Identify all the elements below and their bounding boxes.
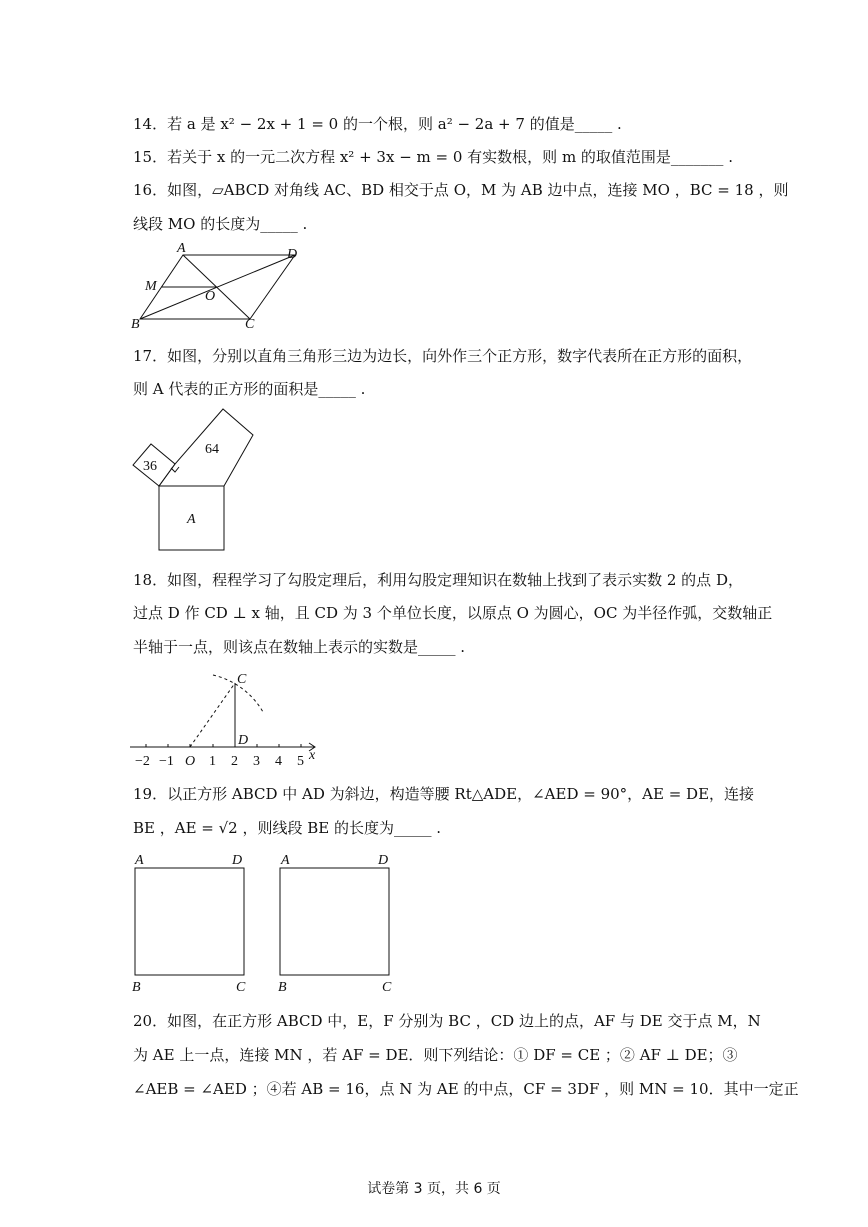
- q18-tick-neg1: −1: [159, 754, 174, 769]
- q17-label-36: 36: [143, 459, 157, 474]
- q18-tick-1: 1: [209, 754, 216, 769]
- q19-text-line1: 19．以正方形 ABCD 中 AD 为斜边，构造等腰 Rt△ADE，∠AED = 90°，AE = DE，连接: [133, 785, 755, 803]
- q14-text: 14．若 a 是 x² − 2x + 1 = 0 的一个根，则 a² − 2a + 7 的值是_____ .: [133, 115, 622, 133]
- q18-tick-5: 5: [297, 754, 304, 769]
- q19-left-label-c: C: [236, 980, 246, 995]
- q19-right-label-b: B: [278, 980, 287, 995]
- q16-text-line2: 线段 MO 的长度为_____ .: [133, 215, 308, 233]
- q18-text-line3: 半轴于一点，则该点在数轴上表示的实数是_____ .: [133, 638, 466, 656]
- q20-text-line1: 20．如图，在正方形 ABCD 中，E，F 分别为 BC ，CD 边上的点，AF 与 DE 交于点 M，N: [133, 1012, 761, 1030]
- q16-label-d: D: [287, 247, 298, 262]
- q19-right-label-d: D: [378, 853, 389, 868]
- q17-text-line2: 则 A 代表的正方形的面积是_____ .: [133, 380, 366, 398]
- q17-label-a: A: [187, 512, 196, 527]
- page-footer: 试卷第 3 页，共 6 页: [367, 1181, 501, 1197]
- q18-tick-2: 2: [231, 754, 238, 769]
- q18-tick-4: 4: [275, 754, 282, 769]
- q17-text-line1: 17．如图，分别以直角三角形三边为边长，向外作三个正方形，数字代表所在正方形的面积，: [133, 347, 753, 365]
- q18-tick-3: 3: [253, 754, 260, 769]
- q19-text-line2: BE ，AE = √2 ，则线段 BE 的长度为_____ .: [133, 819, 442, 837]
- q18-tick-neg2: −2: [135, 754, 150, 769]
- q18-number-line-figure: [125, 665, 325, 770]
- q18-label-x: x: [309, 748, 316, 763]
- q16-text-line1: 16．如图，▱ABCD 对角线 AC、BD 相交于点 O，M 为 AB 边中点，连接 MO ，BC = 18 ，则: [133, 181, 789, 199]
- q18-tick-origin: O: [185, 754, 196, 769]
- q18-label-d: D: [238, 733, 249, 748]
- q18-label-c: C: [237, 672, 247, 687]
- q19-right-label-c: C: [382, 980, 392, 995]
- q19-right-label-a: A: [281, 853, 290, 868]
- q17-label-64: 64: [205, 442, 219, 457]
- q18-text-line2: 过点 D 作 CD ⊥ x 轴，且 CD 为 3 个单位长度，以原点 O 为圆心，OC 为半径作弧，交数轴正: [133, 604, 773, 622]
- q19-squares-figure: [128, 850, 398, 998]
- q19-left-label-a: A: [135, 853, 144, 868]
- q16-label-a: A: [177, 241, 186, 256]
- q16-parallelogram-figure: [125, 238, 305, 333]
- q19-left-label-d: D: [232, 853, 243, 868]
- q20-text-line2: 为 AE 上一点，连接 MN ，若 AF = DE．则下列结论：① DF = CE ；② AF ⊥ DE；③: [133, 1046, 738, 1064]
- q16-label-c: C: [245, 317, 255, 332]
- q16-label-o: O: [205, 289, 216, 304]
- q20-text-line3: ∠AEB = ∠AED ；④若 AB = 16，点 N 为 AE 的中点，CF = 3DF ，则 MN = 10．其中一定正: [133, 1080, 799, 1098]
- q18-text-line1: 18．如图，程程学习了勾股定理后，利用勾股定理知识在数轴上找到了表示实数 2 的点 D，: [133, 571, 743, 589]
- q16-label-b: B: [131, 317, 140, 332]
- q19-left-label-b: B: [132, 980, 141, 995]
- q16-label-m: M: [145, 279, 157, 294]
- q15-text: 15．若关于 x 的一元二次方程 x² + 3x − m = 0 有实数根，则 m 的取值范围是_______ .: [133, 148, 733, 166]
- q17-squares-figure: [125, 400, 265, 555]
